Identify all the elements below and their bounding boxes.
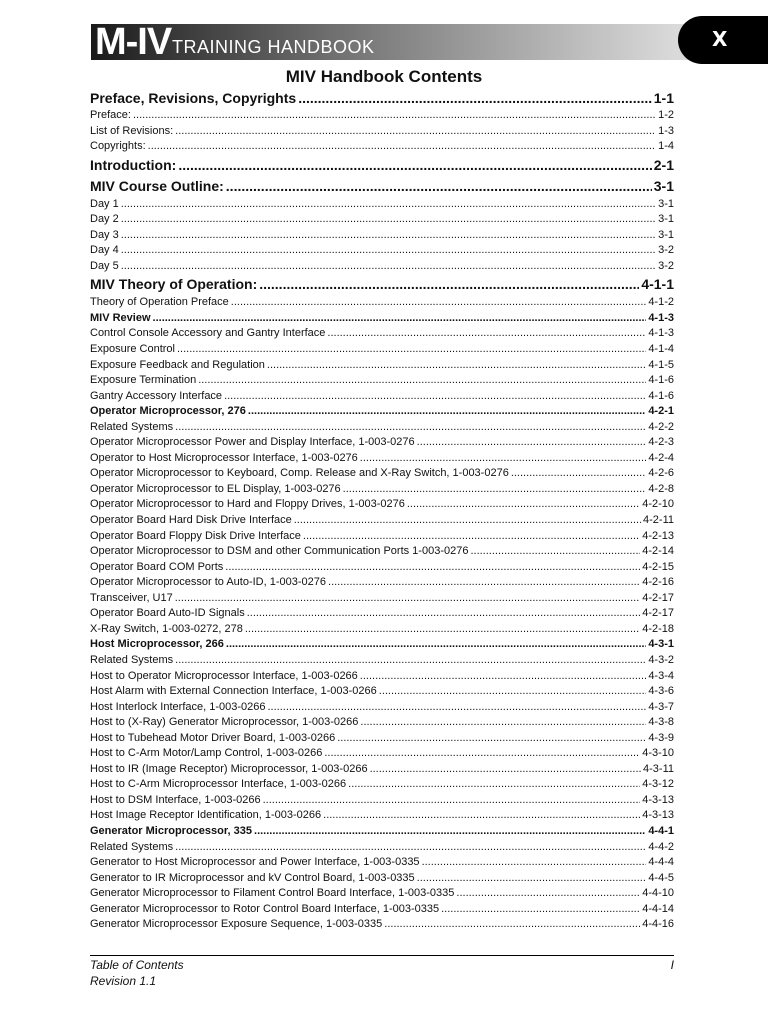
toc-page-number: 3-1 <box>653 177 674 194</box>
toc-leader-dots <box>178 155 651 176</box>
toc-entry-title: Day 4 <box>90 244 119 257</box>
toc-heading <box>90 89 674 108</box>
toc-page-number: 4-4-4 <box>648 856 674 869</box>
toc-leader-dots <box>259 274 639 295</box>
toc-entry-title: Host to Tubehead Motor Driver Board, 1-003-0266 <box>90 731 336 744</box>
toc-entry <box>90 840 674 856</box>
toc-entry <box>90 295 674 311</box>
handbook-subtitle: TRAINING HANDBOOK <box>172 37 375 57</box>
toc-entry <box>90 855 674 871</box>
toc-entry <box>90 544 674 560</box>
toc-entry <box>90 513 674 529</box>
toc-entry-title: X-Ray Switch, 1-003-0272, 278 <box>90 622 243 635</box>
toc-leader-dots <box>153 311 647 327</box>
toc-entry-title: Operator Board Auto-ID Signals <box>90 607 245 620</box>
toc-entry <box>90 606 674 622</box>
toc-page-number: 4-2-13 <box>642 529 674 542</box>
toc-page-number: 4-2-15 <box>642 560 674 573</box>
toc-entry <box>90 808 674 824</box>
toc-entry <box>90 228 674 244</box>
toc-leader-dots <box>348 777 640 793</box>
toc-leader-dots <box>267 358 646 374</box>
toc-page-number: 4-2-10 <box>642 498 674 511</box>
toc-leader-dots <box>441 902 640 918</box>
footer-section: Table of Contents <box>90 958 184 972</box>
toc-entry <box>90 389 674 405</box>
toc-heading <box>90 824 674 840</box>
toc-leader-dots <box>343 482 647 498</box>
toc-leader-dots <box>254 824 646 840</box>
toc-entry <box>90 259 674 275</box>
toc-entry <box>90 420 674 436</box>
toc-leader-dots <box>456 886 640 902</box>
toc-heading <box>90 274 674 295</box>
toc-leader-dots <box>298 89 652 108</box>
toc-entry <box>90 591 674 607</box>
toc-entry-title: Operator to Host Microprocessor Interface, 1-003-0276 <box>90 451 358 464</box>
toc-page-number: 4-4-16 <box>642 918 674 931</box>
toc-entry <box>90 482 674 498</box>
toc-entry <box>90 886 674 902</box>
toc-page-number: 2-1 <box>653 156 674 173</box>
toc-page-number: 1-2 <box>658 109 674 121</box>
toc-entry-title: Operator Board Floppy Disk Drive Interface <box>90 529 301 542</box>
toc-page-number: 3-2 <box>658 244 674 257</box>
toc-leader-dots <box>422 855 647 871</box>
toc-entry-title: List of Revisions: <box>90 124 174 137</box>
toc-entry <box>90 700 674 716</box>
toc-entry <box>90 777 674 793</box>
toc-heading <box>90 404 674 420</box>
toc-leader-dots <box>248 404 646 420</box>
toc-page-number: 4-3-7 <box>648 700 674 713</box>
toc-page-number: 4-2-1 <box>648 405 674 418</box>
toc-entry-title: Control Console Accessory and Gantry Interface <box>90 327 326 340</box>
toc-entry-title: Host to Operator Microprocessor Interface, 1-003-0266 <box>90 669 358 682</box>
toc-page-number: 1-3 <box>658 124 674 137</box>
toc-entry <box>90 762 674 778</box>
toc-leader-dots <box>226 637 646 653</box>
toc-leader-dots <box>226 176 652 197</box>
toc-entry-title: MIV Course Outline: <box>90 177 224 194</box>
toc-page-number: 3-2 <box>658 259 674 272</box>
toc-leader-dots <box>175 653 646 669</box>
toc-entry <box>90 197 674 213</box>
toc-entry <box>90 212 674 228</box>
toc-entry <box>90 497 674 513</box>
toc-entry <box>90 715 674 731</box>
toc-page-number: 3-1 <box>658 197 674 210</box>
toc-page-number: 4-2-16 <box>642 576 674 589</box>
toc-page-number: 3-1 <box>658 228 674 241</box>
toc-entry <box>90 684 674 700</box>
toc-entry-title: Transceiver, U17 <box>90 591 173 604</box>
toc-entry-title: Day 1 <box>90 197 119 210</box>
toc-entry-title: Host Alarm with External Connection Interface, 1-003-0266 <box>90 685 377 698</box>
toc-entry <box>90 435 674 451</box>
toc-leader-dots <box>121 243 656 259</box>
toc-entry-title: Generator Microprocessor Exposure Sequence, 1-003-0335 <box>90 918 383 931</box>
toc-page-number: 4-3-9 <box>648 731 674 744</box>
toc-leader-dots <box>303 529 640 545</box>
toc-entry-title: Related Systems <box>90 420 174 433</box>
toc-page-number: 4-1-3 <box>648 327 674 340</box>
toc-entry-title: Related Systems <box>90 653 174 666</box>
toc-entry-title: Host to DSM Interface, 1-003-0266 <box>90 793 261 806</box>
toc-page-number: 4-3-6 <box>648 685 674 698</box>
toc-entry-title: Theory of Operation Preface <box>90 296 229 309</box>
toc-entry-title: Exposure Termination <box>90 374 197 387</box>
toc-page-number: 4-2-11 <box>643 514 674 527</box>
toc-leader-dots <box>370 762 641 778</box>
toc-entry-title: Exposure Feedback and Regulation <box>90 358 265 371</box>
toc-entry-title: Host to IR (Image Receptor) Microprocessor, 1-003-0266 <box>90 762 368 775</box>
toc-page-number: 4-4-5 <box>648 871 674 884</box>
toc-leader-dots <box>177 342 646 358</box>
toc-entry-title: MIV Review <box>90 311 151 324</box>
toc-leader-dots <box>198 373 646 389</box>
toc-page-number: 4-1-4 <box>648 343 674 356</box>
toc-heading <box>90 155 674 176</box>
toc-leader-dots <box>175 840 646 856</box>
toc-page-number: 3-1 <box>658 213 674 226</box>
toc-entry <box>90 731 674 747</box>
toc-entry-title: MIV Theory of Operation: <box>90 276 258 293</box>
toc-page-number: 4-1-5 <box>648 358 674 371</box>
toc-leader-dots <box>360 715 646 731</box>
toc-entry-title: Host Interlock Interface, 1-003-0266 <box>90 700 266 713</box>
table-of-contents <box>90 89 674 933</box>
toc-leader-dots <box>360 669 647 685</box>
toc-entry-title: Operator Microprocessor to Keyboard, Comp. Release and X-Ray Switch, 1-003-0276 <box>90 467 509 480</box>
toc-entry <box>90 560 674 576</box>
toc-entry-title: Host to (X-Ray) Generator Microprocessor, 1-003-0266 <box>90 716 359 729</box>
toc-entry <box>90 108 674 124</box>
toc-page-number: 4-2-2 <box>648 420 674 433</box>
page-title: MIV Handbook Contents <box>285 67 483 86</box>
toc-entry <box>90 326 674 342</box>
toc-entry-title: Day 5 <box>90 259 119 272</box>
toc-leader-dots <box>148 139 656 155</box>
handbook-logo: M-IV <box>95 21 172 63</box>
toc-entry <box>90 342 674 358</box>
toc-page-number: 4-3-13 <box>642 793 674 806</box>
toc-page-number: 4-1-1 <box>641 276 674 293</box>
toc-page-number: 4-1-2 <box>648 296 674 309</box>
toc-leader-dots <box>379 684 647 700</box>
toc-entry-title: Related Systems <box>90 840 174 853</box>
toc-entry <box>90 139 674 155</box>
toc-entry <box>90 871 674 887</box>
toc-leader-dots <box>121 228 656 244</box>
toc-entry <box>90 653 674 669</box>
toc-page-number: 1-4 <box>658 140 674 153</box>
toc-page-number: 4-4-1 <box>648 824 674 837</box>
toc-entry-title: Host Image Receptor Identification, 1-003-0266 <box>90 809 322 822</box>
toc-leader-dots <box>121 197 656 213</box>
toc-page-number: 4-4-14 <box>642 902 674 915</box>
footer-revision: Revision 1.1 <box>90 974 157 988</box>
toc-page-number: 4-2-14 <box>642 545 674 558</box>
toc-leader-dots <box>324 746 640 762</box>
toc-leader-dots <box>133 108 656 124</box>
footer-row-1 <box>90 958 674 973</box>
toc-entry-title: Day 2 <box>90 213 119 226</box>
toc-leader-dots <box>225 560 640 576</box>
toc-entry-title: Host to C-Arm Motor/Lamp Control, 1-003-0266 <box>90 747 323 760</box>
toc-entry <box>90 902 674 918</box>
toc-entry <box>90 243 674 259</box>
toc-page-number: 4-1-3 <box>648 311 674 324</box>
footer-row-2 <box>90 974 674 989</box>
toc-leader-dots <box>470 544 640 560</box>
toc-page-number: 4-3-2 <box>648 653 674 666</box>
toc-leader-dots <box>417 871 647 887</box>
toc-entry-title: Generator to IR Microprocessor and kV Control Board, 1-003-0335 <box>90 871 415 884</box>
toc-page-number: 4-2-17 <box>642 591 674 604</box>
toc-page-number: 4-4-10 <box>642 887 674 900</box>
toc-entry-title: Exposure Control <box>90 343 175 356</box>
toc-heading <box>90 637 674 653</box>
toc-leader-dots <box>323 808 640 824</box>
toc-entry-title: Operator Microprocessor Power and Display Interface, 1-003-0276 <box>90 436 415 449</box>
toc-leader-dots <box>263 793 641 809</box>
toc-entry-title: Introduction: <box>90 156 177 173</box>
toc-entry <box>90 575 674 591</box>
toc-entry-title: Host to C-Arm Microprocessor Interface, 1-003-0266 <box>90 778 347 791</box>
toc-entry <box>90 451 674 467</box>
toc-leader-dots <box>175 124 656 140</box>
toc-entry-title: Preface: <box>90 109 131 121</box>
toc-page-number: 4-2-17 <box>642 607 674 620</box>
toc-page-number: 4-3-11 <box>643 762 674 775</box>
footer-page-number: I <box>670 958 674 972</box>
toc-entry <box>90 669 674 685</box>
toc-entry-title: Operator Microprocessor, 276 <box>90 405 246 418</box>
footer-divider <box>90 955 674 956</box>
toc-entry <box>90 793 674 809</box>
toc-leader-dots <box>267 700 646 716</box>
toc-leader-dots <box>328 575 640 591</box>
toc-page-number: 4-3-10 <box>642 747 674 760</box>
toc-entry-title: Operator Microprocessor to Auto-ID, 1-003-0276 <box>90 576 327 589</box>
toc-entry-title: Operator Board Hard Disk Drive Interface <box>90 514 292 527</box>
toc-entry-title: Generator to Host Microprocessor and Power Interface, 1-003-0335 <box>90 856 420 869</box>
toc-page-number: 4-3-8 <box>648 716 674 729</box>
toc-entry-title: Generator Microprocessor, 335 <box>90 824 253 837</box>
toc-page-number: 1-1 <box>653 90 674 106</box>
toc-page-number: 4-2-18 <box>642 622 674 635</box>
toc-entry-title: Generator Microprocessor to Rotor Control Board Interface, 1-003-0335 <box>90 902 440 915</box>
toc-page-number: 4-3-12 <box>642 778 674 791</box>
toc-leader-dots <box>417 435 647 451</box>
toc-page-number: 4-3-4 <box>648 669 674 682</box>
toc-page-number: 4-2-8 <box>648 482 674 495</box>
toc-entry <box>90 358 674 374</box>
toc-entry-title: Operator Microprocessor to DSM and other Communication Ports 1-003-0276 <box>90 545 469 558</box>
toc-leader-dots <box>224 389 646 405</box>
toc-leader-dots <box>360 451 647 467</box>
toc-entry-title: Preface, Revisions, Copyrights <box>90 90 297 106</box>
section-tab-label: X <box>712 27 728 51</box>
toc-leader-dots <box>511 466 647 482</box>
toc-leader-dots <box>384 917 640 933</box>
toc-entry <box>90 529 674 545</box>
toc-page-number: 4-3-13 <box>642 809 674 822</box>
toc-page-number: 4-4-2 <box>648 840 674 853</box>
toc-page-number: 4-2-3 <box>648 436 674 449</box>
toc-leader-dots <box>247 606 641 622</box>
toc-page-number: 4-1-6 <box>648 389 674 402</box>
toc-entry-title: Copyrights: <box>90 140 146 153</box>
toc-heading <box>90 311 674 327</box>
toc-heading <box>90 176 674 197</box>
toc-leader-dots <box>294 513 641 529</box>
toc-entry <box>90 746 674 762</box>
toc-entry <box>90 373 674 389</box>
toc-leader-dots <box>121 212 656 228</box>
toc-leader-dots <box>121 259 656 275</box>
toc-entry <box>90 124 674 140</box>
toc-leader-dots <box>407 497 640 513</box>
toc-page-number: 4-2-6 <box>648 467 674 480</box>
toc-leader-dots <box>175 420 646 436</box>
toc-page-number: 4-2-4 <box>648 451 674 464</box>
toc-leader-dots <box>327 326 646 342</box>
toc-page-number: 4-3-1 <box>648 638 674 651</box>
toc-entry <box>90 622 674 638</box>
toc-entry-title: Operator Microprocessor to Hard and Floppy Drives, 1-003-0276 <box>90 498 405 511</box>
toc-leader-dots <box>245 622 640 638</box>
toc-leader-dots <box>175 591 640 607</box>
toc-entry-title: Gantry Accessory Interface <box>90 389 223 402</box>
toc-entry <box>90 466 674 482</box>
toc-entry <box>90 917 674 933</box>
toc-entry-title: Operator Microprocessor to EL Display, 1-003-0276 <box>90 482 341 495</box>
toc-entry-title: Generator Microprocessor to Filament Control Board Interface, 1-003-0335 <box>90 887 455 900</box>
toc-leader-dots <box>337 731 646 747</box>
toc-page-number: 4-1-6 <box>648 374 674 387</box>
toc-entry-title: Host Microprocessor, 266 <box>90 638 224 651</box>
toc-leader-dots <box>231 295 647 311</box>
toc-entry-title: Day 3 <box>90 228 119 241</box>
toc-entry-title: Operator Board COM Ports <box>90 560 224 573</box>
